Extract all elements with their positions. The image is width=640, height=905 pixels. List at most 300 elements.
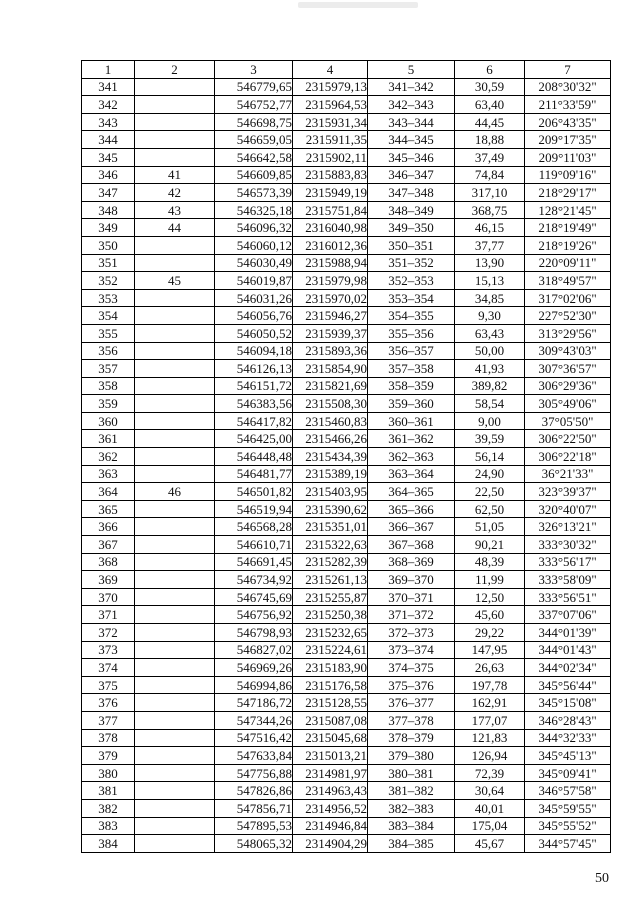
table-cell-col-5: 343–344 [368,113,455,131]
table-cell-col-3: 546609,85 [215,166,293,184]
table-row [82,536,611,554]
table-cell-col-5: 380–381 [368,764,455,782]
table-cell-col-2 [135,113,215,131]
table-cell-col-3: 546798,93 [215,624,293,642]
table-cell-col-7: 344°01'39" [525,624,611,642]
table-cell-col-4: 2315979,13 [293,78,368,96]
table-cell-col-5: 379–380 [368,747,455,765]
table-cell-col-7: 36°21'33" [525,465,611,483]
table-cell-col-6: 45,60 [455,606,525,624]
table-cell-col-2 [135,729,215,747]
table-cell-col-7: 119°09'16" [525,166,611,184]
table-cell-col-5: 356–357 [368,342,455,360]
table-cell-col-3: 546827,02 [215,641,293,659]
table-cell-col-1: 358 [82,377,135,395]
table-row [82,624,611,642]
table-cell-col-5: 357–358 [368,360,455,378]
table-cell-col-5: 375–376 [368,676,455,694]
table-cell-col-7: 346°28'43" [525,711,611,729]
table-cell-col-3: 546698,75 [215,113,293,131]
table-cell-col-3: 546126,13 [215,360,293,378]
table-cell-col-2 [135,518,215,536]
table-cell-col-6: 126,94 [455,747,525,765]
table-cell-col-6: 50,00 [455,342,525,360]
table-cell-col-3: 547516,42 [215,729,293,747]
table-cell-col-5: 367–368 [368,536,455,554]
table-cell-col-4: 2315911,35 [293,131,368,149]
table-cell-col-6: 63,40 [455,96,525,114]
table-cell-col-4: 2315949,19 [293,184,368,202]
table-cell-col-5: 347–348 [368,184,455,202]
table-row [82,201,611,219]
table-cell-col-5: 368–369 [368,553,455,571]
table-row [82,694,611,712]
table-cell-col-3: 546691,45 [215,553,293,571]
table-cell-col-6: 41,93 [455,360,525,378]
table-cell-col-6: 9,30 [455,307,525,325]
table-cell-col-4: 2315176,58 [293,676,368,694]
table-cell-col-1: 373 [82,641,135,659]
table-cell-col-7: 345°09'41" [525,764,611,782]
table-cell-col-7: 37°05'50" [525,412,611,430]
table-row [82,360,611,378]
table-cell-col-6: 51,05 [455,518,525,536]
table-cell-col-6: 197,78 [455,676,525,694]
table-cell-col-4: 2315979,98 [293,272,368,290]
table-cell-col-6: 147,95 [455,641,525,659]
table-cell-col-6: 389,82 [455,377,525,395]
table-cell-col-3: 546568,28 [215,518,293,536]
table-cell-col-5: 372–373 [368,624,455,642]
table-cell-col-5: 345–346 [368,148,455,166]
table-cell-col-2: 45 [135,272,215,290]
table-cell-col-4: 2315183,90 [293,659,368,677]
table-cell-col-2 [135,377,215,395]
table-row [82,553,611,571]
table-cell-col-5: 341–342 [368,78,455,96]
table-cell-col-6: 175,04 [455,817,525,835]
table-row [82,448,611,466]
table-cell-col-4: 2315128,55 [293,694,368,712]
table-cell-col-1: 374 [82,659,135,677]
table-cell-col-3: 546969,26 [215,659,293,677]
table-row [82,659,611,677]
table-row [82,113,611,131]
table-cell-col-1: 350 [82,236,135,254]
table-cell-col-3: 546779,65 [215,78,293,96]
table-cell-col-3: 546417,82 [215,412,293,430]
table-cell-col-2 [135,360,215,378]
table-cell-col-3: 546151,72 [215,377,293,395]
table-cell-col-6: 177,07 [455,711,525,729]
table-cell-col-5: 352–353 [368,272,455,290]
header-cell-6: 6 [455,61,525,79]
table-cell-col-5: 366–367 [368,518,455,536]
table-cell-col-7: 306°29'36" [525,377,611,395]
table-cell-col-6: 45,67 [455,835,525,853]
table-cell-col-2 [135,694,215,712]
table-cell-col-4: 2315466,26 [293,430,368,448]
table-cell-col-7: 313°29'56" [525,324,611,342]
table-cell-col-4: 2315964,53 [293,96,368,114]
table-cell-col-4: 2315902,11 [293,148,368,166]
table-cell-col-2 [135,659,215,677]
page-number: 50 [595,871,609,886]
table-cell-col-4: 2315224,61 [293,641,368,659]
table-cell-col-3: 546094,18 [215,342,293,360]
table-row [82,272,611,290]
table-cell-col-6: 58,54 [455,395,525,413]
table-cell-col-1: 353 [82,289,135,307]
table-cell-col-7: 333°56'17" [525,553,611,571]
table-cell-col-2 [135,78,215,96]
table-cell-col-4: 2315261,13 [293,571,368,589]
table-cell-col-6: 368,75 [455,201,525,219]
table-cell-col-4: 2315751,84 [293,201,368,219]
table-cell-col-6: 9,00 [455,412,525,430]
table-cell-col-2 [135,747,215,765]
table-cell-col-3: 546610,71 [215,536,293,554]
table-cell-col-7: 206°43'35" [525,113,611,131]
table-cell-col-5: 376–377 [368,694,455,712]
table-cell-col-2 [135,289,215,307]
table-cell-col-3: 547895,53 [215,817,293,835]
table-cell-col-5: 377–378 [368,711,455,729]
header-cell-2: 2 [135,61,215,79]
table-cell-col-1: 376 [82,694,135,712]
table-cell-col-2 [135,606,215,624]
table-cell-col-7: 345°55'52" [525,817,611,835]
table-cell-col-6: 56,14 [455,448,525,466]
table-cell-col-6: 40,01 [455,799,525,817]
table-cell-col-5: 378–379 [368,729,455,747]
table-cell-col-7: 218°19'26" [525,236,611,254]
table-cell-col-1: 348 [82,201,135,219]
table-cell-col-7: 333°58'09" [525,571,611,589]
table-cell-col-1: 367 [82,536,135,554]
table-cell-col-7: 220°09'11" [525,254,611,272]
table-row [82,799,611,817]
table-cell-col-6: 22,50 [455,483,525,501]
table-cell-col-6: 162,91 [455,694,525,712]
table-cell-col-5: 355–356 [368,324,455,342]
table-cell-col-1: 347 [82,184,135,202]
table-cell-col-6: 30,64 [455,782,525,800]
table-cell-col-1: 364 [82,483,135,501]
table-cell-col-4: 2315403,95 [293,483,368,501]
table-cell-col-2 [135,676,215,694]
table-cell-col-1: 383 [82,817,135,835]
table-body [82,78,611,852]
table-cell-col-3: 547344,26 [215,711,293,729]
table-row [82,166,611,184]
table-cell-col-5: 361–362 [368,430,455,448]
table-cell-col-2 [135,96,215,114]
table-cell-col-4: 2315434,39 [293,448,368,466]
table-row [82,131,611,149]
table-cell-col-2 [135,799,215,817]
table-cell-col-1: 346 [82,166,135,184]
table-cell-col-1: 382 [82,799,135,817]
table-cell-col-1: 378 [82,729,135,747]
table-cell-col-5: 351–352 [368,254,455,272]
table-cell-col-2 [135,430,215,448]
table-cell-col-3: 546096,32 [215,219,293,237]
table-cell-col-5: 363–364 [368,465,455,483]
table-cell-col-1: 368 [82,553,135,571]
table-cell-col-5: 360–361 [368,412,455,430]
table-cell-col-5: 348–349 [368,201,455,219]
table-cell-col-5: 374–375 [368,659,455,677]
table-cell-col-3: 546425,00 [215,430,293,448]
table-row [82,254,611,272]
table-cell-col-4: 2315939,37 [293,324,368,342]
table-cell-col-5: 354–355 [368,307,455,325]
table-cell-col-3: 546383,56 [215,395,293,413]
table-cell-col-1: 366 [82,518,135,536]
table-cell-col-2 [135,254,215,272]
table-cell-col-4: 2315931,34 [293,113,368,131]
table-cell-col-4: 2314904,29 [293,835,368,853]
table-row [82,148,611,166]
table-cell-col-1: 341 [82,78,135,96]
table-cell-col-2 [135,817,215,835]
table-cell-col-6: 30,59 [455,78,525,96]
table-cell-col-7: 306°22'50" [525,430,611,448]
table-cell-col-1: 352 [82,272,135,290]
table-cell-col-5: 365–366 [368,500,455,518]
table-cell-col-4: 2315390,62 [293,500,368,518]
table-cell-col-7: 209°11'03" [525,148,611,166]
table-row [82,588,611,606]
table-cell-col-7: 337°07'06" [525,606,611,624]
table-cell-col-5: 364–365 [368,483,455,501]
table-cell-col-6: 46,15 [455,219,525,237]
table-cell-col-7: 227°52'30" [525,307,611,325]
table-cell-col-2 [135,342,215,360]
table-cell-col-5: 342–343 [368,96,455,114]
table-cell-col-3: 546448,48 [215,448,293,466]
table-cell-col-6: 34,85 [455,289,525,307]
table-row [82,500,611,518]
table-cell-col-3: 547856,71 [215,799,293,817]
table-cell-col-5: 384–385 [368,835,455,853]
table-cell-col-7: 345°56'44" [525,676,611,694]
table-row [82,430,611,448]
table-cell-col-6: 26,63 [455,659,525,677]
table-row [82,764,611,782]
table-cell-col-6: 24,90 [455,465,525,483]
table-cell-col-1: 359 [82,395,135,413]
table-cell-col-5: 370–371 [368,588,455,606]
table-cell-col-2 [135,236,215,254]
table-cell-col-6: 37,77 [455,236,525,254]
table-cell-col-5: 373–374 [368,641,455,659]
table-cell-col-3: 546752,77 [215,96,293,114]
header-cell-7: 7 [525,61,611,79]
table-cell-col-5: 381–382 [368,782,455,800]
table-row [82,465,611,483]
table-cell-col-4: 2315821,69 [293,377,368,395]
table-row [82,289,611,307]
table-cell-col-1: 362 [82,448,135,466]
table-cell-col-6: 72,39 [455,764,525,782]
table-cell-col-7: 345°45'13" [525,747,611,765]
table-cell-col-5: 371–372 [368,606,455,624]
table-cell-col-3: 546031,26 [215,289,293,307]
table-cell-col-5: 350–351 [368,236,455,254]
table-cell-col-5: 358–359 [368,377,455,395]
table-cell-col-1: 349 [82,219,135,237]
table-cell-col-4: 2315232,65 [293,624,368,642]
table-cell-col-1: 379 [82,747,135,765]
table-cell-col-1: 363 [82,465,135,483]
table-cell-col-1: 370 [82,588,135,606]
table-cell-col-1: 381 [82,782,135,800]
table-cell-col-4: 2314946,84 [293,817,368,835]
table-cell-col-3: 548065,32 [215,835,293,853]
table-cell-col-7: 209°17'35" [525,131,611,149]
header-cell-1: 1 [82,61,135,79]
table-cell-col-6: 48,39 [455,553,525,571]
table-cell-col-7: 333°30'32" [525,536,611,554]
table-cell-col-7: 307°36'57" [525,360,611,378]
table-cell-col-1: 344 [82,131,135,149]
table-cell-col-6: 15,13 [455,272,525,290]
table-cell-col-3: 546734,92 [215,571,293,589]
table-cell-col-6: 29,22 [455,624,525,642]
table-cell-col-5: 346–347 [368,166,455,184]
table-cell-col-1: 354 [82,307,135,325]
header-cell-3: 3 [215,61,293,79]
table-cell-col-1: 384 [82,835,135,853]
table-cell-col-2: 46 [135,483,215,501]
table-cell-col-7: 345°59'55" [525,799,611,817]
table-cell-col-4: 2315883,83 [293,166,368,184]
table-cell-col-4: 2314963,43 [293,782,368,800]
table-row [82,236,611,254]
table-cell-col-3: 546019,87 [215,272,293,290]
table-cell-col-6: 12,50 [455,588,525,606]
table-cell-col-2 [135,307,215,325]
table-cell-col-6: 90,21 [455,536,525,554]
table-cell-col-2: 41 [135,166,215,184]
table-cell-col-7: 128°21'45" [525,201,611,219]
table-cell-col-5: 362–363 [368,448,455,466]
table-cell-col-2: 44 [135,219,215,237]
header-cell-4: 4 [293,61,368,79]
table-cell-col-1: 343 [82,113,135,131]
table-cell-col-1: 351 [82,254,135,272]
table-cell-col-3: 547756,88 [215,764,293,782]
table-cell-col-3: 546501,82 [215,483,293,501]
table-cell-col-5: 369–370 [368,571,455,589]
table-cell-col-4: 2315389,19 [293,465,368,483]
table-cell-col-1: 365 [82,500,135,518]
table-cell-col-7: 344°01'43" [525,641,611,659]
table-cell-col-4: 2315893,36 [293,342,368,360]
table-cell-col-2 [135,448,215,466]
table-row [82,395,611,413]
table-cell-col-2 [135,764,215,782]
table-cell-col-3: 547186,72 [215,694,293,712]
table-cell-col-1: 372 [82,624,135,642]
table-cell-col-4: 2314981,97 [293,764,368,782]
table-cell-col-6: 44,45 [455,113,525,131]
table-row [82,78,611,96]
table-cell-col-7: 344°32'33" [525,729,611,747]
table-cell-col-2 [135,835,215,853]
table-row [82,96,611,114]
table-cell-col-6: 11,99 [455,571,525,589]
table-cell-col-5: 349–350 [368,219,455,237]
table-row [82,835,611,853]
table-row [82,324,611,342]
table-cell-col-3: 546642,58 [215,148,293,166]
table-cell-col-1: 361 [82,430,135,448]
table-cell-col-7: 320°40'07" [525,500,611,518]
table-cell-col-4: 2315970,02 [293,289,368,307]
scan-artifact [298,2,418,8]
table-cell-col-2 [135,148,215,166]
table-cell-col-7: 333°56'51" [525,588,611,606]
table-cell-col-6: 62,50 [455,500,525,518]
table-row [82,747,611,765]
table-cell-col-2: 43 [135,201,215,219]
table-cell-col-7: 318°49'57" [525,272,611,290]
table-cell-col-4: 2315322,63 [293,536,368,554]
table-row [82,676,611,694]
table-cell-col-2 [135,588,215,606]
table-cell-col-5: 382–383 [368,799,455,817]
table-cell-col-4: 2315988,94 [293,254,368,272]
table-cell-col-2 [135,395,215,413]
table-row [82,606,611,624]
table-cell-col-7: 323°39'37" [525,483,611,501]
table-cell-col-3: 546745,69 [215,588,293,606]
table-cell-col-7: 317°02'06" [525,289,611,307]
table-cell-col-7: 344°02'34" [525,659,611,677]
table-cell-col-2: 42 [135,184,215,202]
table-row [82,307,611,325]
table-cell-col-7: 306°22'18" [525,448,611,466]
table-cell-col-7: 309°43'03" [525,342,611,360]
table-cell-col-6: 63,43 [455,324,525,342]
table-row [82,817,611,835]
table-cell-col-3: 546994,86 [215,676,293,694]
table-cell-col-4: 2315045,68 [293,729,368,747]
table-row [82,571,611,589]
table-cell-col-5: 344–345 [368,131,455,149]
table-cell-col-7: 344°57'45" [525,835,611,853]
table-cell-col-1: 356 [82,342,135,360]
table-cell-col-4: 2315013,21 [293,747,368,765]
table-cell-col-1: 369 [82,571,135,589]
table-row [82,483,611,501]
table-cell-col-2 [135,641,215,659]
table-cell-col-5: 359–360 [368,395,455,413]
table-cell-col-2 [135,711,215,729]
table-cell-col-3: 546050,52 [215,324,293,342]
table-header-row [82,61,611,79]
table-cell-col-3: 546056,76 [215,307,293,325]
table-cell-col-1: 380 [82,764,135,782]
table-cell-col-4: 2315508,30 [293,395,368,413]
table-cell-col-7: 218°19'49" [525,219,611,237]
table-cell-col-6: 74,84 [455,166,525,184]
table-cell-col-6: 39,59 [455,430,525,448]
table-cell-col-4: 2316012,36 [293,236,368,254]
